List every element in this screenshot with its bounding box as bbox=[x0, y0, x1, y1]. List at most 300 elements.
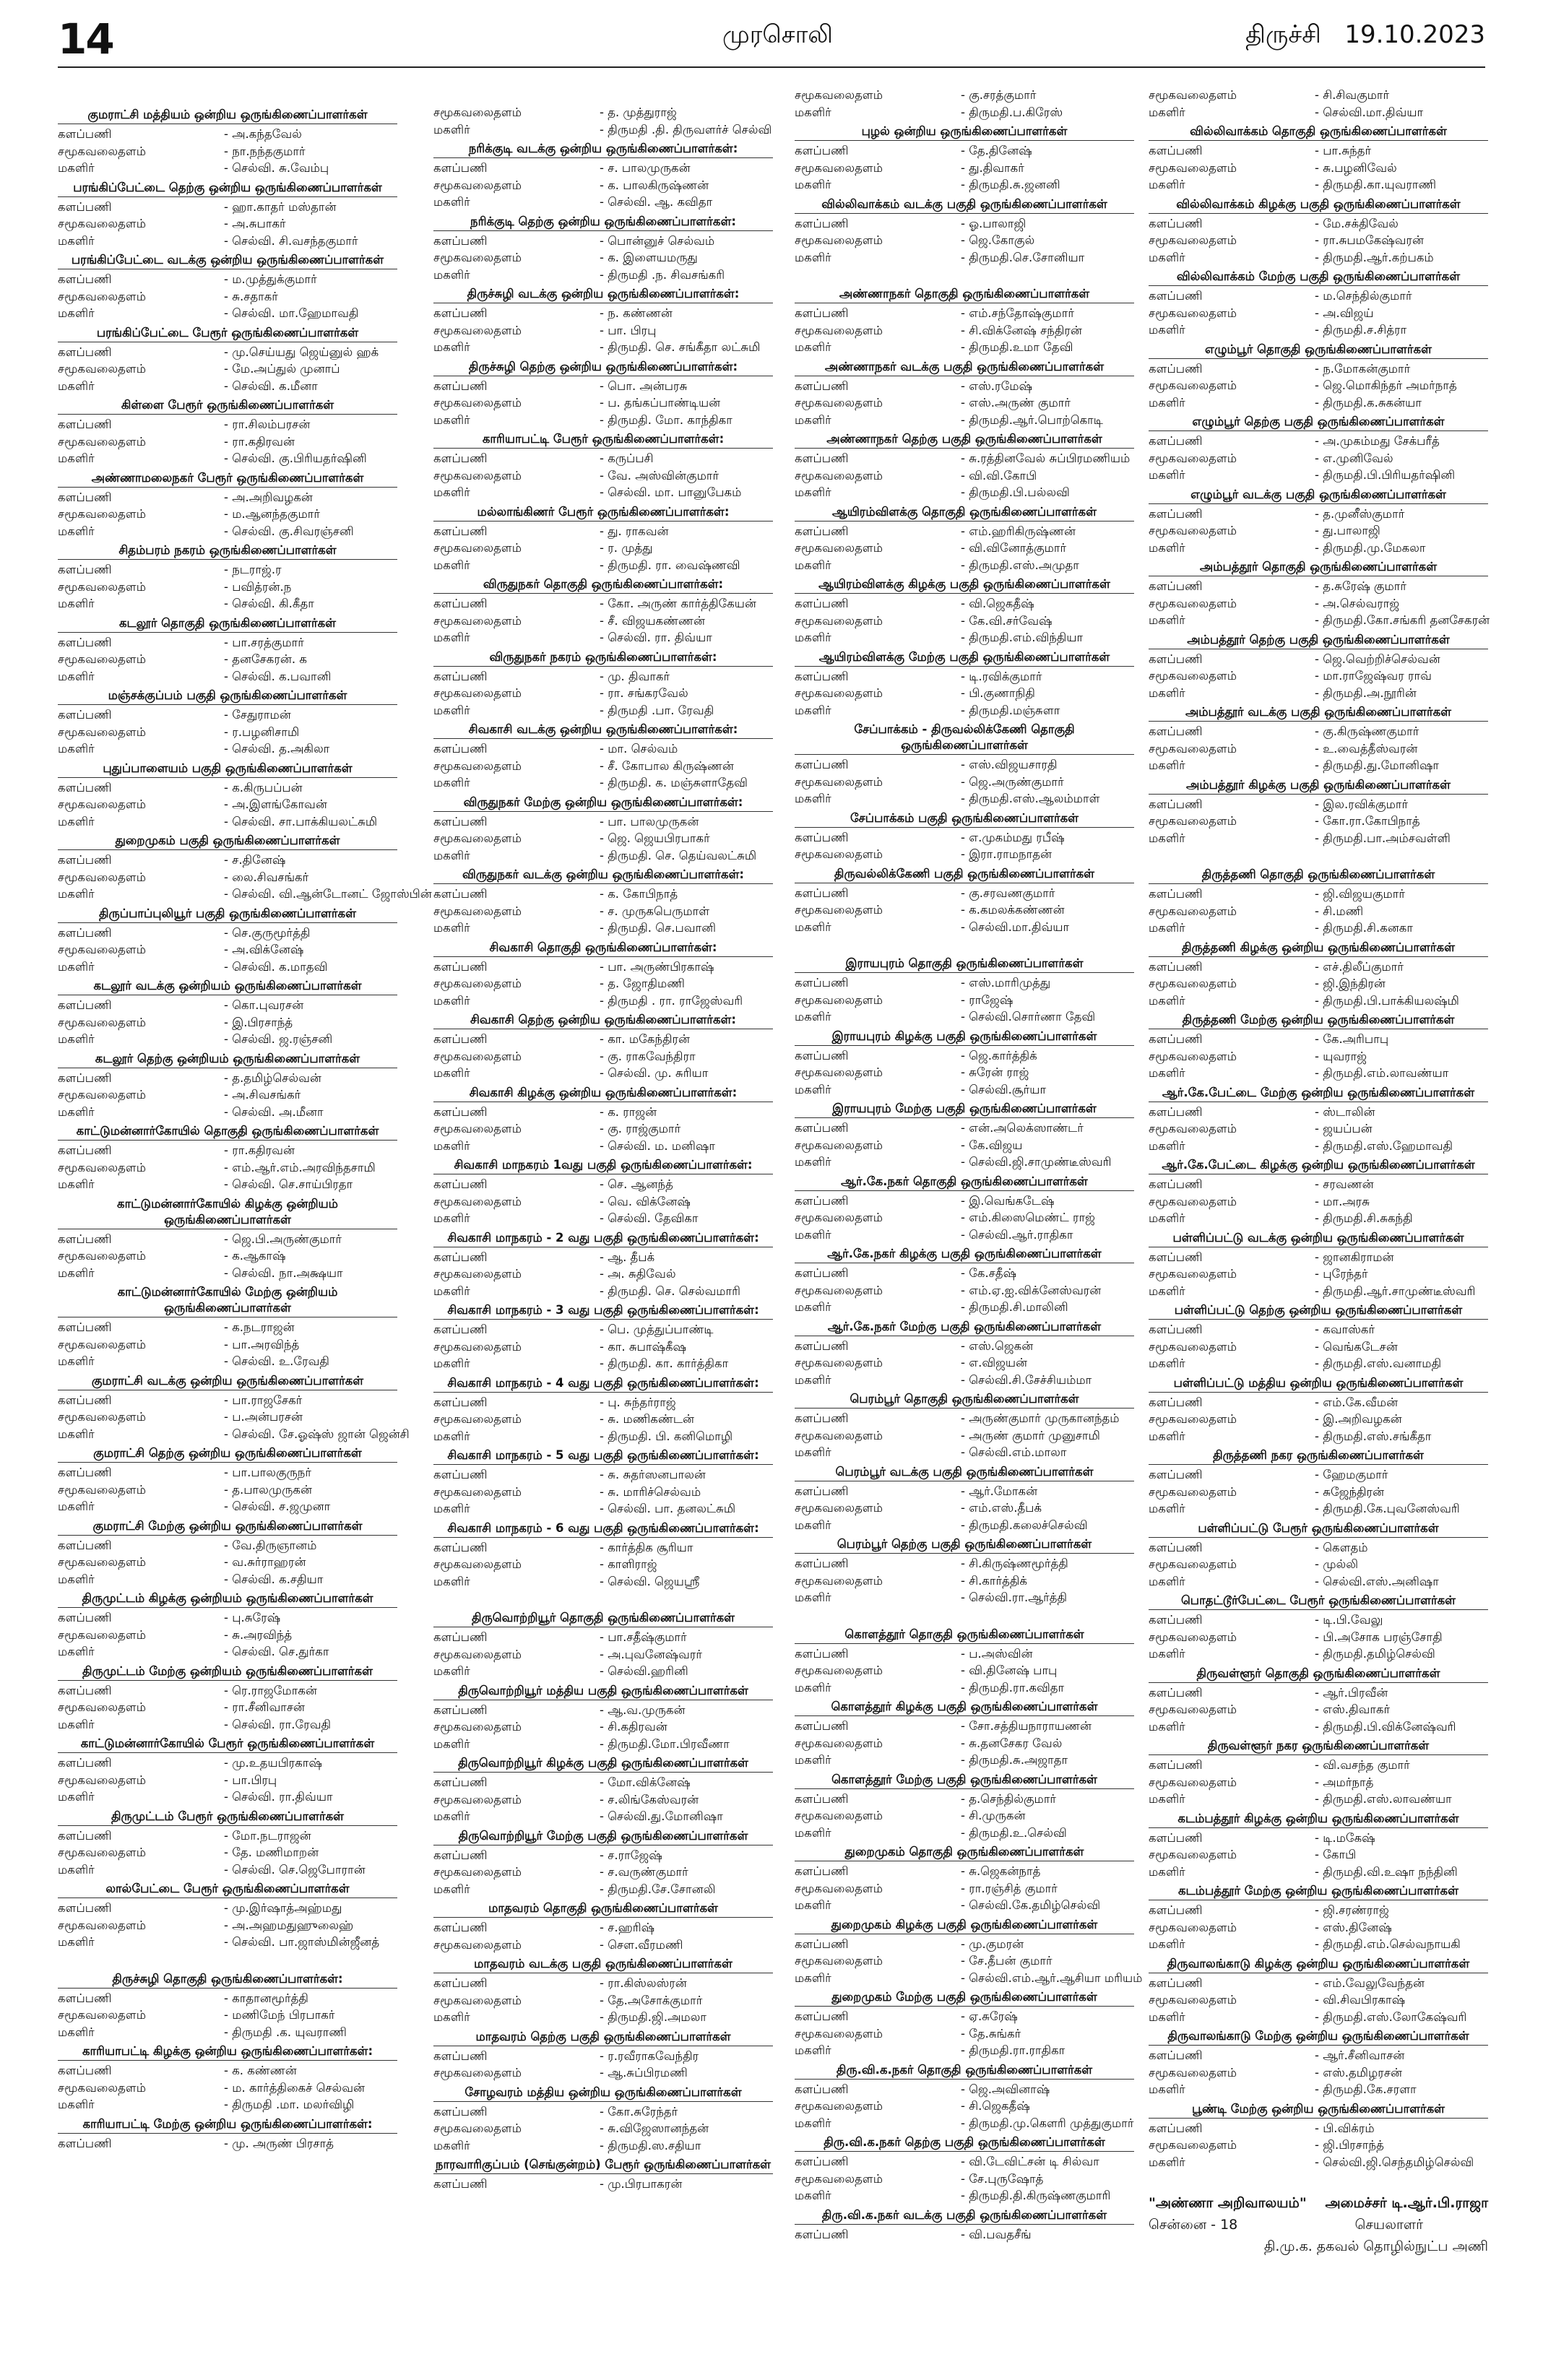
role-label: சமூகவலைதளம் bbox=[433, 1720, 522, 1734]
coordinator-group bbox=[795, 1246, 1134, 1316]
coordinator-group bbox=[1149, 1375, 1488, 1445]
entry-row bbox=[795, 774, 1134, 791]
person-name: - ரா.கதிரவன் bbox=[224, 1143, 295, 1157]
entry-row bbox=[1149, 232, 1488, 249]
group-title: திருவள்ளூர் நகர ஒருங்கிணைப்பாளர்கள் bbox=[1149, 1738, 1488, 1755]
group-title: எழும்பூர் தொகுதி ஒருங்கிணைப்பாளர்கள் bbox=[1149, 342, 1488, 359]
person-name: - ஜி.விஜயகுமார் bbox=[1315, 887, 1405, 901]
entry-row bbox=[58, 1554, 397, 1571]
group-title: பள்ளிப்பட்டு வடக்கு ஒன்றிய ஒருங்கிணைப்பாளர்கள் bbox=[1149, 1230, 1488, 1247]
entry-row bbox=[795, 1282, 1134, 1299]
person-name: - பா.சுந்தர் bbox=[1315, 144, 1372, 157]
person-name: - ஆ.வ.முருகன் bbox=[600, 1702, 686, 1717]
entry-row bbox=[58, 2080, 397, 2097]
entry-row bbox=[1149, 1757, 1488, 1774]
entry-row bbox=[795, 215, 1134, 233]
coordinator-group bbox=[1149, 87, 1488, 121]
edition-date bbox=[1245, 20, 1485, 52]
person-name: - செல்வி. ஜெயஸ்ரீ bbox=[600, 1574, 700, 1588]
group-title: சிதம்பரம் நகரம் ஒருங்கிணைப்பாளர்கள் bbox=[58, 542, 397, 560]
person-name: - எஸ்.மாரிமுத்து bbox=[961, 976, 1051, 990]
role-label: களப்பணி bbox=[433, 161, 488, 175]
role-label: சமூகவலைதளம் bbox=[1149, 1339, 1237, 1354]
person-name: - திருமதி .தி. திருவளர்ச் செல்வி bbox=[600, 122, 772, 137]
role-label: மகளிர் bbox=[433, 921, 470, 935]
role-label: களப்பணி bbox=[1149, 1032, 1203, 1046]
coordinator-group bbox=[1149, 559, 1488, 629]
person-name: - சி.மணி bbox=[1315, 904, 1364, 918]
group-title: சோழவரம் மத்திய ஒன்றிய ஒருங்கிணைப்பாளர்கள் bbox=[433, 2085, 773, 2102]
group-title: இராயபுரம் தொகுதி ஒருங்கிணைப்பாளர்கள் bbox=[795, 956, 1134, 973]
role-label: களப்பணி bbox=[1149, 361, 1203, 376]
coordinator-group bbox=[58, 470, 397, 540]
person-name: - அ.சுபாகர் bbox=[224, 217, 286, 230]
role-label: சமூகவலைதளம் bbox=[58, 434, 146, 449]
person-name: - சுரேன் ராஜ் bbox=[961, 1065, 1029, 1079]
group-title: சிவகாசி மாநகரம் - 2 வது பகுதி ஒருங்கிணைப்பாளர்கள்: bbox=[433, 1230, 773, 1247]
entry-row bbox=[1149, 1249, 1488, 1266]
person-name: - த.பாலமுருகன் bbox=[224, 1482, 312, 1497]
person-name: - பா.சதீஷ்குமார் bbox=[600, 1630, 687, 1644]
role-label: சமூகவலைதளம் bbox=[58, 652, 146, 666]
entry-row bbox=[58, 925, 397, 942]
entry-row bbox=[1149, 1791, 1488, 1808]
person-name: - ரா.சுபமகேஷ்வரன் bbox=[1315, 233, 1424, 247]
entry-row bbox=[433, 774, 773, 792]
entry-row bbox=[1149, 2154, 1488, 2171]
entry-row bbox=[1149, 651, 1488, 668]
group-title: திரு.வி.க.நகர் வடக்கு பகுதி ஒருங்கிணைப்பாளர்கள் bbox=[795, 2207, 1134, 2225]
group-title: திருவொற்றியூர் மத்திய பகுதி ஒருங்கிணைப்பாளர்கள் bbox=[433, 1683, 773, 1700]
person-name: - எம்.ஹரிகிருஷ்ணன் bbox=[961, 524, 1076, 538]
coordinator-group bbox=[433, 1683, 773, 1753]
role-label: மகளிர் bbox=[58, 669, 95, 683]
entry-row bbox=[433, 959, 773, 976]
entry-row bbox=[433, 1975, 773, 1992]
role-label: களப்பணி bbox=[795, 378, 849, 393]
group-title: ஆர்.கே.பேட்டை கிழக்கு ஒன்றிய ஒருங்கிணைப்பாளர்கள் bbox=[1149, 1157, 1488, 1174]
group-title: சிவகாசி மாநகரம் - 4 வது பகுதி ஒருங்கிணைப்பாளர்கள்: bbox=[433, 1375, 773, 1393]
column-3 bbox=[795, 87, 1143, 2243]
entry-row bbox=[433, 1791, 773, 1809]
person-name: - திருமதி.மோ.பிரவீணா bbox=[600, 1736, 730, 1751]
person-name: - த.சுரேஷ் குமார் bbox=[1315, 579, 1406, 593]
role-label: களப்பணி bbox=[433, 1702, 488, 1717]
coordinator-group bbox=[433, 1085, 773, 1155]
role-label: களப்பணி bbox=[1149, 1468, 1203, 1481]
role-label: களப்பணி bbox=[795, 1646, 849, 1661]
coordinator-group bbox=[58, 180, 397, 250]
entry-row bbox=[795, 1299, 1134, 1316]
person-name: - திருமதி.பி.பாக்கியலஷ்மி bbox=[1315, 993, 1459, 1008]
role-label: சமூகவலைதளம் bbox=[58, 724, 146, 739]
entry-row bbox=[795, 1936, 1134, 1953]
person-name: - கு.சரத்குமார் bbox=[961, 88, 1037, 102]
person-name: - எம்.சந்தோஷ்குமார் bbox=[961, 306, 1074, 320]
entry-row bbox=[1149, 1104, 1488, 1121]
person-name: - திருமதி.எஸ்.ஹேமாவதி bbox=[1315, 1138, 1453, 1153]
entry-row bbox=[433, 1411, 773, 1428]
person-name: - அருண்குமார் முருகானந்தம் bbox=[961, 1411, 1120, 1425]
role-label: களப்பணி bbox=[795, 830, 849, 844]
entry-row bbox=[433, 2048, 773, 2065]
entry-row bbox=[1149, 1193, 1488, 1211]
role-label: களப்பணி bbox=[795, 669, 849, 683]
person-name: - செல்வி. சா.பாக்கியலட்சுமி bbox=[224, 814, 378, 828]
person-name: - செல்வி. சு.வேம்பு bbox=[224, 161, 329, 175]
role-label: சமூகவலைதளம் bbox=[433, 1122, 522, 1135]
entry-row bbox=[433, 1663, 773, 1680]
role-label: மகளிர் bbox=[58, 1862, 95, 1877]
group-title: காரியாபட்டி கிழக்கு ஒன்றிய ஒருங்கிணைப்பாளர்கள்: bbox=[58, 2043, 397, 2061]
person-name: - திருமதி.ஜி.அமலா bbox=[600, 2010, 707, 2024]
entry-row bbox=[1149, 1864, 1488, 1881]
person-name: - திருமதி.கோ.சங்கரி தனசேகரன் bbox=[1315, 613, 1490, 627]
role-label: மகளிர் bbox=[433, 1502, 470, 1515]
person-name: - வி.ஜெகதீஷ் bbox=[961, 597, 1034, 610]
role-label: களப்பணி bbox=[433, 1630, 488, 1644]
person-name: - மு.உதயபிரகாஷ் bbox=[224, 1756, 322, 1770]
entry-row bbox=[433, 1031, 773, 1048]
entry-row bbox=[58, 2135, 397, 2152]
role-label: சமூகவலைதளம் bbox=[58, 1555, 146, 1569]
role-label: களப்பணி bbox=[1149, 1323, 1203, 1336]
role-label: மகளிர் bbox=[795, 1518, 831, 1532]
person-name: - ப.அன்பரசன் bbox=[224, 1410, 303, 1424]
role-label: களப்பணி bbox=[433, 1395, 488, 1409]
role-label: களப்பணி bbox=[1149, 1395, 1203, 1409]
role-label: மகளிர் bbox=[795, 105, 831, 119]
group-title: சிவகாசி மாநகரம் 1வது பகுதி ஒருங்கிணைப்பாளர்கள்: bbox=[433, 1157, 773, 1174]
role-label: மகளிர் bbox=[1149, 105, 1185, 119]
entry-row bbox=[795, 629, 1134, 646]
person-name: - காதானமூர்த்தி bbox=[224, 1991, 308, 2005]
coordinator-group bbox=[58, 688, 397, 758]
entry-row bbox=[795, 1265, 1134, 1282]
role-label: சமூகவலைதளம் bbox=[795, 1881, 883, 1895]
entry-row bbox=[433, 121, 773, 139]
role-label: சமூகவலைதளம் bbox=[58, 870, 146, 884]
entry-row bbox=[1149, 685, 1488, 702]
group-title: வில்லிவாக்கம் வடக்கு பகுதி ஒருங்கிணைப்பாளர்கள் bbox=[795, 196, 1134, 214]
role-label: மகளிர் bbox=[58, 1645, 95, 1658]
coordinator-group bbox=[1149, 704, 1488, 774]
role-label: களப்பணி bbox=[795, 144, 849, 157]
group-title: சிவகாசி மாநகரம் - 5 வது பகுதி ஒருங்கிணைப்பாளர்கள்: bbox=[433, 1448, 773, 1465]
role-label: மகளிர் bbox=[1149, 250, 1185, 264]
person-name: - அ.புவனேஷ்வரர் bbox=[600, 1647, 702, 1661]
entry-row bbox=[1149, 1411, 1488, 1428]
entry-row bbox=[795, 992, 1134, 1009]
entry-row bbox=[58, 706, 397, 724]
person-name: - ப. தங்கப்பாண்டியன் bbox=[600, 396, 721, 410]
person-name: - நடராஜ்.ர bbox=[224, 563, 282, 576]
person-name: - ஜானகிராமன் bbox=[1315, 1250, 1394, 1264]
person-name: - திருமதி.எஸ்.ஆலம்மாள் bbox=[961, 792, 1100, 805]
group-title: திருவாலங்காடு மேற்கு ஒன்றிய ஒருங்கிணைப்பாளர்கள் bbox=[1149, 2028, 1488, 2046]
person-name: - செல்வி.ரா.ஆர்த்தி bbox=[961, 1591, 1068, 1604]
person-name: - மோ.நடராஜன் bbox=[224, 1828, 311, 1843]
entry-row bbox=[58, 126, 397, 143]
entry-row bbox=[795, 322, 1134, 339]
role-label: மகளிர் bbox=[1149, 1138, 1185, 1153]
coordinator-group bbox=[433, 1956, 773, 2026]
entry-row bbox=[58, 1571, 397, 1588]
entry-row bbox=[433, 886, 773, 903]
person-name: - தே. மணிமாறன் bbox=[224, 1845, 319, 1859]
role-label: மகளிர் bbox=[1149, 1719, 1185, 1734]
person-name: - செல்வி.எஸ்.அனிஷா bbox=[1315, 1574, 1439, 1588]
role-label: சமூகவலைதளம் bbox=[1149, 1557, 1237, 1571]
person-name: - திருமதி.செ.சோனியா bbox=[961, 250, 1085, 264]
person-name: - து.திவாகர் bbox=[961, 160, 1024, 175]
person-name: - செல்வி. செ.துர்கா bbox=[224, 1645, 329, 1658]
entry-row bbox=[433, 1048, 773, 1065]
entry-row bbox=[433, 1338, 773, 1356]
group-title: துறைமுகம் மேற்கு பகுதி ஒருங்கிணைப்பாளர்கள் bbox=[795, 1989, 1134, 2007]
role-label: சமூகவலைதளம் bbox=[795, 1356, 883, 1369]
entry-row bbox=[58, 378, 397, 395]
role-label: களப்பணி bbox=[58, 1232, 112, 1246]
entry-row bbox=[795, 1952, 1134, 1970]
coordinator-group bbox=[58, 107, 397, 177]
entry-row bbox=[433, 668, 773, 685]
group-title: வில்லிவாக்கம் கிழக்கு பகுதி ஒருங்கிணைப்பாளர்கள் bbox=[1149, 196, 1488, 214]
group-title: திருவொற்றியூர் மேற்கு பகுதி ஒருங்கிணைப்பாளர்கள் bbox=[433, 1828, 773, 1845]
role-label: மகளிர் bbox=[795, 919, 831, 934]
person-name: - செல்வி. மா. பானுபேகம் bbox=[600, 485, 742, 499]
entry-row bbox=[1149, 540, 1488, 557]
role-label: மகளிர் bbox=[1149, 2009, 1185, 2024]
entry-row bbox=[795, 1081, 1134, 1099]
role-label: சமூகவலைதளம் bbox=[795, 1138, 883, 1152]
coordinator-group bbox=[58, 1518, 397, 1588]
entry-row bbox=[433, 813, 773, 831]
person-name: - வி.தினேஷ் பாபு bbox=[961, 1663, 1058, 1677]
entry-row bbox=[433, 1355, 773, 1372]
group-title: காட்டுமன்னார்கோயில் பேரூர் ஒருங்கிணைப்பாளர்கள் bbox=[58, 1736, 397, 1753]
entry-row bbox=[795, 339, 1134, 356]
person-name: - திருமதி .ந. சிவசங்கரி bbox=[600, 267, 725, 282]
person-name: - க. பாலகிருஷ்ணன் bbox=[600, 178, 709, 192]
entry-row bbox=[58, 634, 397, 652]
role-label: சமூகவலைதளம் bbox=[433, 1647, 522, 1661]
group-title: மாதவரம் தொகுதி ஒருங்கிணைப்பாளர்கள் bbox=[433, 1900, 773, 1918]
entry-row bbox=[1149, 1338, 1488, 1356]
role-label: சமூகவலைதளம் bbox=[795, 613, 883, 628]
person-name: - த.முனீஸ்குமார் bbox=[1315, 506, 1405, 521]
entry-row bbox=[58, 360, 397, 378]
entry-row bbox=[795, 1970, 1143, 1987]
role-label: களப்பணி bbox=[58, 490, 112, 504]
person-name: - எஸ்.திவாகர் bbox=[1315, 1702, 1391, 1716]
entry-row bbox=[58, 1844, 397, 1861]
role-label: களப்பணி bbox=[433, 1323, 488, 1336]
person-name: - க. கோபிநாத் bbox=[600, 887, 678, 901]
role-label: மகளிர் bbox=[58, 233, 95, 248]
person-name: - திருமதி.பி.பிரியதர்ஷினி bbox=[1315, 468, 1456, 482]
role-label: களப்பணி bbox=[1149, 434, 1203, 448]
person-name: - ஜயப்பன் bbox=[1315, 1122, 1373, 1135]
person-name: - செல்வி. ரா.ரேவதி bbox=[224, 1717, 332, 1731]
person-name: - செல்வி.ஹரினி bbox=[600, 1664, 688, 1678]
role-label: களப்பணி bbox=[1149, 1177, 1203, 1191]
entry-row bbox=[795, 1863, 1134, 1880]
role-label: சமூகவலைதளம் bbox=[433, 904, 522, 918]
coordinator-group bbox=[433, 2029, 773, 2082]
entry-row bbox=[1149, 903, 1488, 920]
person-name: - கவாஸ்கர் bbox=[1315, 1323, 1375, 1336]
person-name: - ஜெ.அருண்குமார் bbox=[961, 774, 1064, 789]
entry-row bbox=[433, 1847, 773, 1864]
person-name: - சு. மணிகண்டன் bbox=[600, 1412, 694, 1426]
person-name: - திருமதி.ச.சித்ரா bbox=[1315, 323, 1407, 337]
spacer bbox=[433, 87, 773, 104]
role-label: சமூகவலைதளம் bbox=[1149, 977, 1237, 990]
person-name: - ரா.கதிரவன் bbox=[224, 434, 295, 449]
entry-row bbox=[433, 557, 773, 574]
role-label: களப்பணி bbox=[795, 1864, 849, 1878]
person-name: - திருமதி.உ.செல்வி bbox=[961, 1825, 1067, 1840]
role-label: சமூகவலைதளம் bbox=[58, 1160, 146, 1174]
person-name: - கௌதம் bbox=[1315, 1540, 1368, 1554]
person-name: - எஸ்.தினேஷ் bbox=[1315, 1920, 1392, 1934]
entry-row bbox=[58, 1481, 397, 1499]
spacer bbox=[795, 1606, 1134, 1624]
group-title: கிள்ளை பேரூர் ஒருங்கிணைப்பாளர்கள் bbox=[58, 397, 397, 415]
person-name: - கு. ராஜ்குமார் bbox=[600, 1122, 681, 1135]
entry-row bbox=[433, 830, 773, 847]
entry-row bbox=[433, 1283, 773, 1300]
role-label: களப்பணி bbox=[1149, 724, 1203, 738]
coordinator-group bbox=[433, 431, 773, 501]
group-title: வில்லிவாக்கம் மேற்கு பகுதி ஒருங்கிணைப்பாளர்கள் bbox=[1149, 269, 1488, 286]
person-name: - க.நடராஜன் bbox=[224, 1320, 295, 1334]
person-name: - க.கிருபப்பன் bbox=[224, 780, 303, 795]
role-label: மகளிர் bbox=[795, 1227, 831, 1242]
role-label: களப்பணி bbox=[58, 925, 112, 940]
coordinator-group bbox=[433, 214, 773, 284]
role-label: மகளிர் bbox=[1149, 685, 1185, 700]
entry-row bbox=[795, 2226, 1134, 2243]
role-label: சமூகவலைதளம் bbox=[1149, 1920, 1237, 1934]
person-name: - செல்வி. செ.ஜெபோரான் bbox=[224, 1862, 366, 1877]
group-title: அண்ணாமலைநகர் பேரூர் ஒருங்கிணைப்பாளர்கள் bbox=[58, 470, 397, 488]
person-name: - இ.அறிவழகன் bbox=[1315, 1412, 1402, 1426]
coordinator-group bbox=[1149, 196, 1488, 267]
role-label: சமூகவலைதளம் bbox=[1149, 524, 1237, 537]
person-name: - சு.பழனிவேல் bbox=[1315, 160, 1397, 175]
role-label: களப்பணி bbox=[433, 887, 488, 901]
entry-row bbox=[58, 160, 397, 177]
entry-row bbox=[1149, 1701, 1488, 1718]
person-name: - செல்வி.ஜி.சாமுண்டீஸ்வரி bbox=[961, 1155, 1112, 1169]
role-label: சமூகவலைதளம் bbox=[1149, 88, 1237, 102]
group-title: ஆர்.கே.பேட்டை மேற்கு ஒன்றிய ஒருங்கிணைப்பாளர்கள் bbox=[1149, 1085, 1488, 1102]
entry-row bbox=[433, 629, 773, 646]
role-label: மகளிர் bbox=[58, 524, 95, 538]
role-label: மகளிர் bbox=[1149, 831, 1185, 845]
group-title: அம்பத்தூர் கிழக்கு பகுதி ஒருங்கிணைப்பாளர்கள் bbox=[1149, 777, 1488, 795]
person-name: - ஆ. தீபக் bbox=[600, 1250, 655, 1264]
person-name: - பு. சுந்தர்ராஜ் bbox=[600, 1395, 676, 1409]
group-title: அம்பத்தூர் தொகுதி ஒருங்கிணைப்பாளர்கள் bbox=[1149, 559, 1488, 576]
group-title: எழும்பூர் வடக்கு பகுதி ஒருங்கிணைப்பாளர்கள் bbox=[1149, 487, 1488, 504]
entry-row bbox=[1149, 830, 1488, 847]
entry-row bbox=[1149, 433, 1488, 450]
entry-row bbox=[58, 2062, 397, 2080]
entry-row bbox=[433, 1104, 773, 1121]
entry-row bbox=[1149, 1936, 1488, 1953]
role-label: மகளிர் bbox=[433, 631, 470, 644]
entry-row bbox=[795, 1444, 1134, 1461]
person-name: - கே.விஜய bbox=[961, 1138, 1023, 1152]
person-name: - தே.தினேஷ் bbox=[961, 144, 1032, 157]
person-name: - செல்வி. க.மீனா bbox=[224, 378, 318, 393]
group-title: திருமுட்டம் பேரூர் ஒருங்கிணைப்பாளர்கள் bbox=[58, 1809, 397, 1826]
person-name: - கு. ராகவேந்திரா bbox=[600, 1049, 696, 1063]
entry-row bbox=[1149, 1645, 1488, 1663]
role-label: மகளிர் bbox=[795, 1680, 831, 1695]
person-name: - மா.ராஜேஷ்வர ராவ் bbox=[1315, 669, 1432, 683]
coordinator-group bbox=[795, 810, 1134, 863]
entry-row bbox=[795, 232, 1134, 249]
role-label: சமூகவலைதளம் bbox=[1149, 596, 1237, 610]
entry-row bbox=[795, 1735, 1134, 1752]
coordinator-group bbox=[795, 956, 1134, 1026]
entry-row bbox=[795, 1064, 1134, 1081]
role-label: சமூகவலைதளம் bbox=[58, 797, 146, 811]
person-name: - ராஜேஷ் bbox=[961, 992, 1013, 1007]
entry-row bbox=[58, 143, 397, 160]
group-title: இராயபுரம் மேற்கு பகுதி ஒருங்கிணைப்பாளர்கள் bbox=[795, 1101, 1134, 1118]
role-label: மகளிர் bbox=[433, 485, 470, 499]
person-name: - திருமதி. கா. கார்த்திகா bbox=[600, 1356, 729, 1370]
group-title: பள்ளிப்பட்டு தெற்கு ஒன்றிய ஒருங்கிணைப்பாளர்கள் bbox=[1149, 1302, 1488, 1320]
person-name: - கொ.புவரசன் bbox=[224, 998, 304, 1012]
entry-row bbox=[795, 1427, 1134, 1445]
entry-row bbox=[795, 668, 1134, 685]
entry-row bbox=[1149, 467, 1488, 484]
coordinator-group bbox=[795, 1844, 1134, 1914]
role-label: சமூகவலைதளம் bbox=[795, 160, 883, 175]
person-name: - கே.வி.சர்வேஷ் bbox=[961, 613, 1053, 628]
person-name: - இல.ரவிக்குமார் bbox=[1315, 797, 1409, 811]
signature-block bbox=[1149, 2192, 1488, 2257]
person-name: - க.கமலக்கண்ணன் bbox=[961, 903, 1065, 917]
role-label: மகளிர் bbox=[58, 378, 95, 393]
entry-row bbox=[1149, 796, 1488, 813]
role-label: சமூகவலைதளம் bbox=[795, 903, 883, 917]
person-name: - திருமதி.ப.கிரேஸ் bbox=[961, 105, 1063, 119]
role-label: சமூகவலைதளம் bbox=[433, 1194, 522, 1208]
role-label: களப்பணி bbox=[58, 2136, 112, 2150]
role-label: சமூகவலைதளம் bbox=[433, 468, 522, 483]
role-label: மகளிர் bbox=[58, 1790, 95, 1804]
role-label: சமூகவலைதளம் bbox=[795, 2099, 883, 2113]
role-label: களப்பணி bbox=[58, 1538, 112, 1552]
person-name: - பொ. அன்பரசு bbox=[600, 378, 688, 393]
person-name: - க. ராஜன் bbox=[600, 1104, 657, 1119]
role-label: மகளிர் bbox=[433, 993, 470, 1008]
person-name: - திருமதி.சி.மாலினி bbox=[961, 1300, 1068, 1314]
entry-row bbox=[433, 339, 773, 356]
entry-row bbox=[433, 685, 773, 702]
group-title: அண்ணாநகர் தெற்கு பகுதி ஒருங்கிணைப்பாளர்கள் bbox=[795, 431, 1134, 449]
role-label: மகளிர் bbox=[1149, 395, 1185, 410]
person-name: - சி.விக்னேஷ் சந்திரன் bbox=[961, 323, 1082, 337]
role-label: களப்பணி bbox=[1149, 1250, 1203, 1264]
